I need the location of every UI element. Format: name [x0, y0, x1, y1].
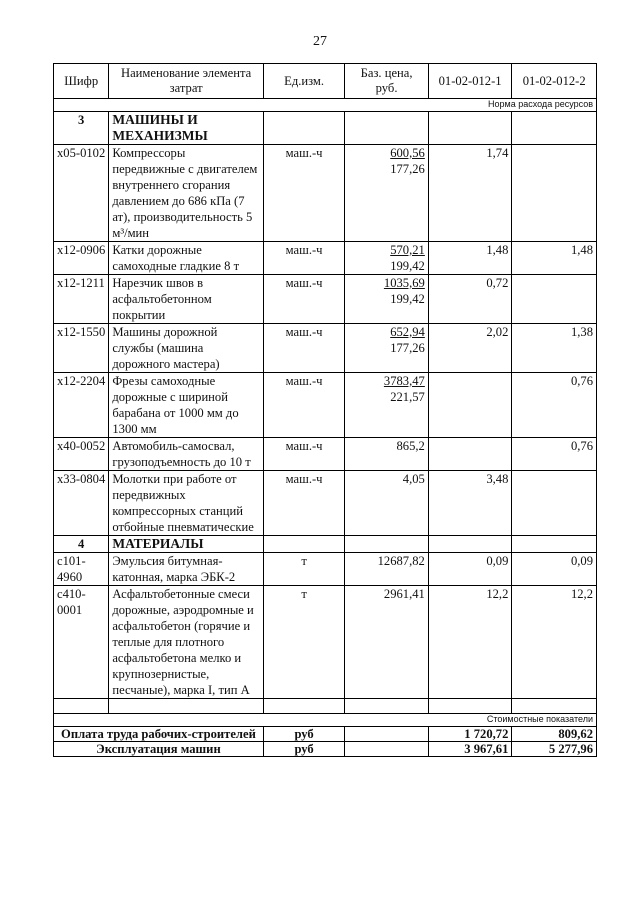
note-row	[54, 99, 597, 112]
price-base: 652,94	[390, 325, 425, 339]
section-number: 3	[54, 112, 109, 145]
price-base: 865,2	[396, 439, 425, 453]
totals-label: Оплата труда рабочих-строителей	[54, 727, 264, 742]
totals-value-1: 1 720,72	[428, 727, 512, 742]
header-norm-1: 01-02-012-1	[428, 64, 512, 99]
totals-row	[54, 742, 597, 757]
norm-1-value: 1,74	[428, 145, 512, 242]
table-row	[54, 275, 597, 324]
empty-cell	[345, 699, 429, 714]
norm-2-value: 0,76	[512, 373, 597, 438]
resource-price	[345, 438, 429, 471]
norm-1-value: 2,02	[428, 324, 512, 373]
empty-cell	[512, 536, 597, 553]
resource-code: с410-0001	[54, 586, 109, 699]
resource-unit: т	[263, 553, 344, 586]
table-row	[54, 586, 597, 699]
resource-price	[345, 553, 429, 586]
resource-name: Эмульсия битумная-катонная, марка ЭБК-2	[109, 553, 264, 586]
empty-cell	[512, 699, 597, 714]
norm-2-value: 1,38	[512, 324, 597, 373]
resource-code: х12-1550	[54, 324, 109, 373]
note-row	[54, 714, 597, 727]
norm-1-value: 0,72	[428, 275, 512, 324]
resource-unit: маш.-ч	[263, 373, 344, 438]
norm-2-value: 1,48	[512, 242, 597, 275]
empty-cell	[263, 699, 344, 714]
page-number: 27	[313, 34, 327, 49]
resource-unit: маш.-ч	[263, 324, 344, 373]
price-base: 3783,47	[383, 374, 425, 388]
totals-value-1: 3 967,61	[428, 742, 512, 757]
norm-1-value: 3,48	[428, 471, 512, 536]
table-row	[54, 438, 597, 471]
table-row	[54, 553, 597, 586]
price-wage: 199,42	[390, 292, 425, 306]
price-base: 12687,82	[377, 554, 425, 568]
resource-code: с101-4960	[54, 553, 109, 586]
resource-name: Компрессоры передвижные с двигателем внутреннего сгорания давлением до 686 кПа (7 ат), производительность 5 м³/мин	[109, 145, 264, 242]
norm-1-value: 12,2	[428, 586, 512, 699]
resource-name: Автомобиль-самосвал, грузоподъемность до 10 т	[109, 438, 264, 471]
spacer-row	[54, 699, 597, 714]
totals-row	[54, 727, 597, 742]
price-wage: 177,26	[390, 162, 425, 176]
header-unit: Ед.изм.	[263, 64, 344, 99]
note-costs: Стоимостные показатели	[54, 714, 597, 727]
resource-unit: маш.-ч	[263, 471, 344, 536]
resource-norms-table	[53, 63, 597, 757]
resource-price	[345, 586, 429, 699]
empty-cell	[54, 699, 109, 714]
table-row	[54, 145, 597, 242]
empty-cell	[428, 699, 512, 714]
empty-cell	[345, 536, 429, 553]
empty-cell	[263, 112, 344, 145]
resource-unit: маш.-ч	[263, 145, 344, 242]
resource-price	[345, 145, 429, 242]
empty-cell	[263, 536, 344, 553]
header-code: Шифр	[54, 64, 109, 99]
price-wage: 199,42	[390, 259, 425, 273]
table-header-row	[54, 64, 597, 99]
resource-code: х33-0804	[54, 471, 109, 536]
resource-price	[345, 324, 429, 373]
resource-price	[345, 242, 429, 275]
empty-cell	[428, 536, 512, 553]
norm-1-value	[428, 438, 512, 471]
section-row	[54, 536, 597, 553]
norm-2-value	[512, 471, 597, 536]
resource-unit: т	[263, 586, 344, 699]
resource-unit: маш.-ч	[263, 438, 344, 471]
resource-code: х12-0906	[54, 242, 109, 275]
empty-cell	[345, 112, 429, 145]
section-row	[54, 112, 597, 145]
norm-1-value: 0,09	[428, 553, 512, 586]
norm-2-value: 12,2	[512, 586, 597, 699]
resource-name: Машины дорожной службы (машина дорожного мастера)	[109, 324, 264, 373]
header-norm-2: 01-02-012-2	[512, 64, 597, 99]
resource-name: Молотки при работе от передвижных компрессорных станций отбойные пневматические	[109, 471, 264, 536]
resource-name: Нарезчик швов в асфальтобетонном покрытии	[109, 275, 264, 324]
resource-name: Катки дорожные самоходные гладкие 8 т	[109, 242, 264, 275]
norm-2-value	[512, 275, 597, 324]
resource-name: Фрезы самоходные дорожные с шириной барабана от 1000 мм до 1300 мм	[109, 373, 264, 438]
section-number: 4	[54, 536, 109, 553]
resource-price	[345, 373, 429, 438]
section-title: МАТЕРИАЛЫ	[109, 536, 264, 553]
empty-cell	[345, 727, 429, 742]
empty-cell	[109, 699, 264, 714]
price-wage: 177,26	[390, 341, 425, 355]
price-base: 600,56	[390, 146, 425, 160]
price-base: 4,05	[402, 472, 425, 486]
resource-unit: маш.-ч	[263, 242, 344, 275]
norm-2-value	[512, 145, 597, 242]
header-price: Баз. цена, руб.	[345, 64, 429, 99]
totals-label: Эксплуатация машин	[54, 742, 264, 757]
totals-value-2: 809,62	[512, 727, 597, 742]
resource-code: х12-1211	[54, 275, 109, 324]
price-wage: 221,57	[390, 390, 425, 404]
table-row	[54, 324, 597, 373]
price-base: 1035,69	[383, 276, 425, 290]
empty-cell	[512, 112, 597, 145]
price-base: 570,21	[390, 243, 425, 257]
resource-price	[345, 471, 429, 536]
resource-code: х12-2204	[54, 373, 109, 438]
norm-1-value	[428, 373, 512, 438]
resource-price	[345, 275, 429, 324]
resource-unit: маш.-ч	[263, 275, 344, 324]
norm-1-value: 1,48	[428, 242, 512, 275]
empty-cell	[428, 112, 512, 145]
section-title: МАШИНЫ И МЕХАНИЗМЫ	[109, 112, 264, 145]
price-base: 2961,41	[383, 587, 425, 601]
table-row	[54, 242, 597, 275]
totals-unit: руб	[263, 742, 344, 757]
norm-2-value: 0,76	[512, 438, 597, 471]
totals-value-2: 5 277,96	[512, 742, 597, 757]
note-resources: Норма расхода ресурсов	[54, 99, 597, 112]
resource-name: Асфальтобетонные смеси дорожные, аэродромные и асфальтобетон (горячие и теплые для плотного асфальтобетона мелко и крупнозернистые, песчаные), марка I, тип А	[109, 586, 264, 699]
header-name: Наименование элемента затрат	[109, 64, 264, 99]
resource-code: х05-0102	[54, 145, 109, 242]
norm-2-value: 0,09	[512, 553, 597, 586]
empty-cell	[345, 742, 429, 757]
table-row	[54, 373, 597, 438]
totals-unit: руб	[263, 727, 344, 742]
table-row	[54, 471, 597, 536]
resource-code: х40-0052	[54, 438, 109, 471]
